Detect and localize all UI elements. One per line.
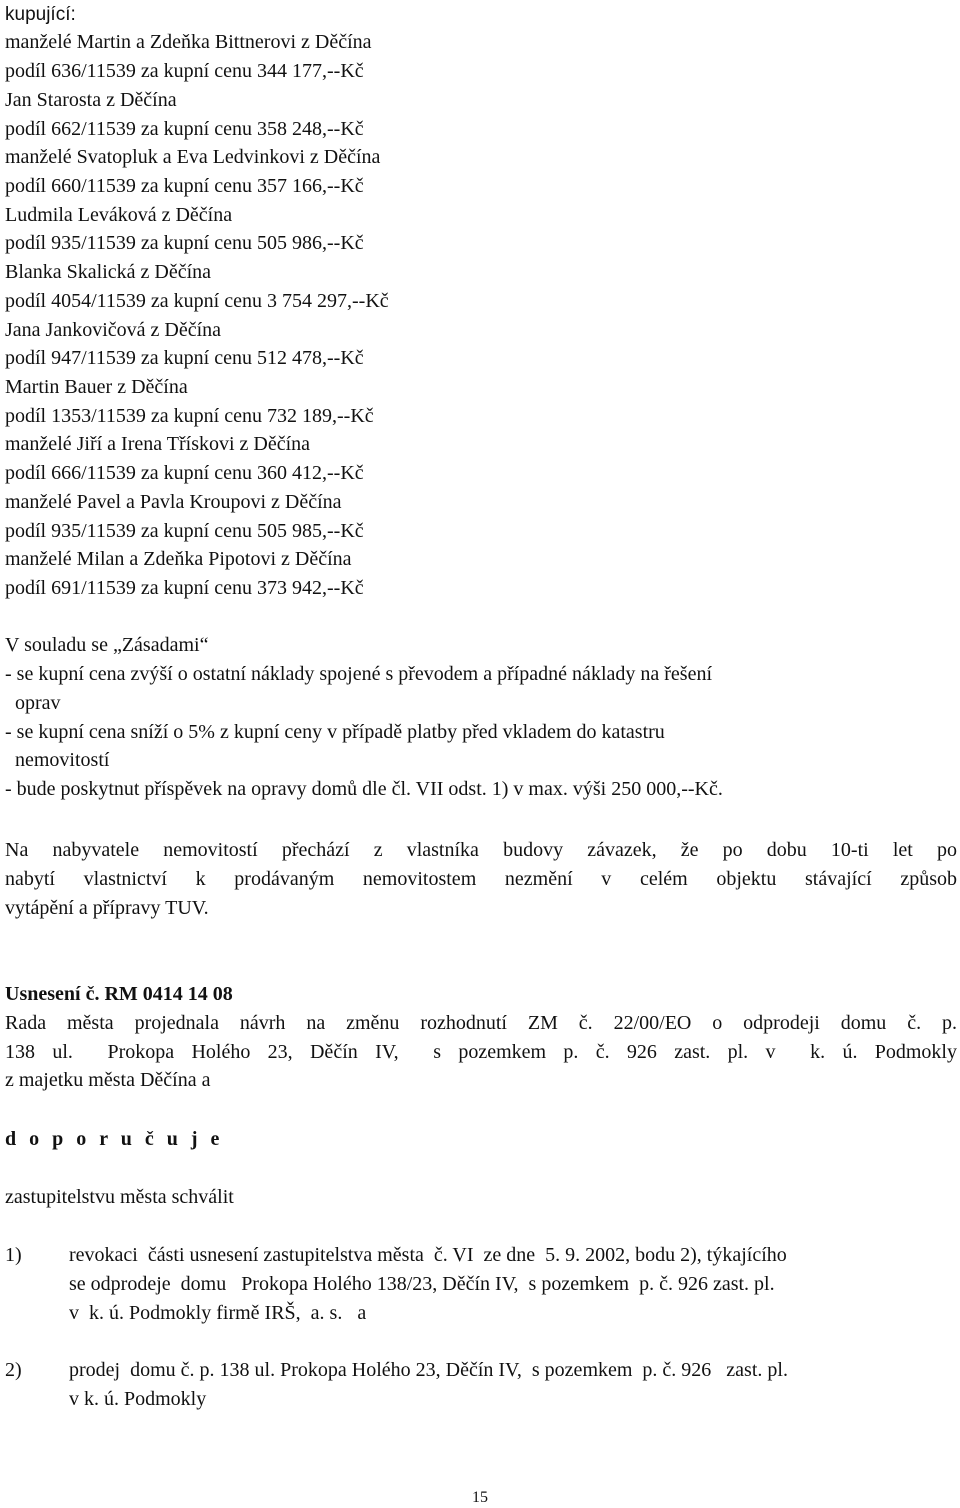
buyer-share: podíl 935/11539 za kupní cenu 505 986,--Kč — [5, 232, 364, 254]
zasady-line: oprav — [5, 692, 61, 714]
buyer-name: Martin Bauer z Děčína — [5, 376, 188, 398]
buyer-share: podíl 662/11539 za kupní cenu 358 248,--Kč — [5, 118, 364, 140]
paragraph-line: nabytí vlastnictví k prodávaným nemovitostem nezmění v celém objektu stávající způsob — [5, 868, 957, 890]
buyer-name: manželé Svatopluk a Eva Ledvinkovi z Děčína — [5, 146, 381, 168]
buyer-name: Jan Starosta z Děčína — [5, 89, 177, 111]
resolution-label: Usnesení č. — [5, 983, 100, 1005]
item-number: 1) — [5, 1244, 22, 1266]
recommends-heading: d o p o r u č u j e — [5, 1128, 224, 1150]
buyer-share: podíl 691/11539 za kupní cenu 373 942,--Kč — [5, 577, 364, 599]
buyer-name: manželé Pavel a Pavla Kroupovi z Děčína — [5, 491, 342, 513]
buyer-name: Ludmila Leváková z Děčína — [5, 204, 233, 226]
resolution-number: RM 0414 14 08 — [104, 983, 233, 1005]
buyer-name: manželé Martin a Zdeňka Bittnerovi z Děčína — [5, 31, 372, 53]
council-line: zastupitelstvu města schválit — [5, 1186, 234, 1208]
buyer-share: podíl 1353/11539 za kupní cenu 732 189,--Kč — [5, 405, 374, 427]
buyer-share: podíl 947/11539 za kupní cenu 512 478,--Kč — [5, 347, 364, 369]
zasady-line: - bude poskytnut příspěvek na opravy domů dle čl. VII odst. 1) v max. výši 250 000,--Kč. — [5, 778, 723, 800]
resolution-heading — [5, 982, 233, 1006]
resolution-item-cont — [5, 1301, 957, 1325]
buyer-share: podíl 666/11539 za kupní cenu 360 412,--Kč — [5, 462, 364, 484]
zasady-line: nemovitostí — [5, 749, 110, 771]
resolution-item-cont — [5, 1272, 957, 1296]
paragraph-line: vytápění a přípravy TUV. — [5, 897, 209, 919]
buyer-name: Blanka Skalická z Děčína — [5, 261, 212, 283]
resolution-item — [5, 1243, 957, 1267]
buyer-share: podíl 660/11539 za kupní cenu 357 166,--Kč — [5, 175, 364, 197]
item-line: v k. ú. Podmokly — [69, 1388, 207, 1410]
zasady-line: - se kupní cena sníží o 5% z kupní ceny v případě platby před vkladem do katastru — [5, 721, 665, 743]
resolution-item-cont — [5, 1387, 957, 1411]
buyer-share: podíl 4054/11539 za kupní cenu 3 754 297,--Kč — [5, 290, 389, 312]
buyer-name: manželé Jiří a Irena Třískovi z Děčína — [5, 433, 311, 455]
buyers-header: kupující: — [5, 4, 76, 25]
resolution-text-line: z majetku města Děčína a — [5, 1069, 211, 1091]
buyer-share: podíl 636/11539 za kupní cenu 344 177,--Kč — [5, 60, 364, 82]
item-line: se odprodeje domu Prokopa Holého 138/23, Děčín IV, s pozemkem p. č. 926 zast. pl. — [69, 1273, 775, 1295]
page-number: 15 — [472, 1489, 488, 1506]
item-line: v k. ú. Podmokly firmě IRŠ, a. s. a — [69, 1302, 367, 1324]
resolution-text-line: Rada města projednala návrh na změnu rozhodnutí ZM č. 22/00/EO o odprodeji domu č. p. — [5, 1012, 957, 1034]
item-line: revokaci části usnesení zastupitelstva města č. VI ze dne 5. 9. 2002, bodu 2), týkajícího — [69, 1244, 787, 1266]
item-line: prodej domu č. p. 138 ul. Prokopa Holého 23, Děčín IV, s pozemkem p. č. 926 zast. pl. — [69, 1359, 788, 1381]
buyer-share: podíl 935/11539 za kupní cenu 505 985,--Kč — [5, 520, 364, 542]
resolution-text-line: 138 ul. Prokopa Holého 23, Děčín IV, s pozemkem p. č. 926 zast. pl. v k. ú. Podmokly — [5, 1041, 957, 1063]
buyer-name: manželé Milan a Zdeňka Pipotovi z Děčína — [5, 548, 352, 570]
buyer-name: Jana Jankovičová z Děčína — [5, 319, 222, 341]
paragraph-line: Na nabyvatele nemovitostí přechází z vlastníka budovy závazek, že po dobu 10-ti let po — [5, 839, 957, 861]
zasady-line: - se kupní cena zvýší o ostatní náklady spojené s převodem a případné náklady na řešení — [5, 663, 713, 685]
item-number: 2) — [5, 1359, 22, 1381]
resolution-item — [5, 1358, 957, 1382]
zasady-intro: V souladu se „Zásadami“ — [5, 634, 209, 656]
